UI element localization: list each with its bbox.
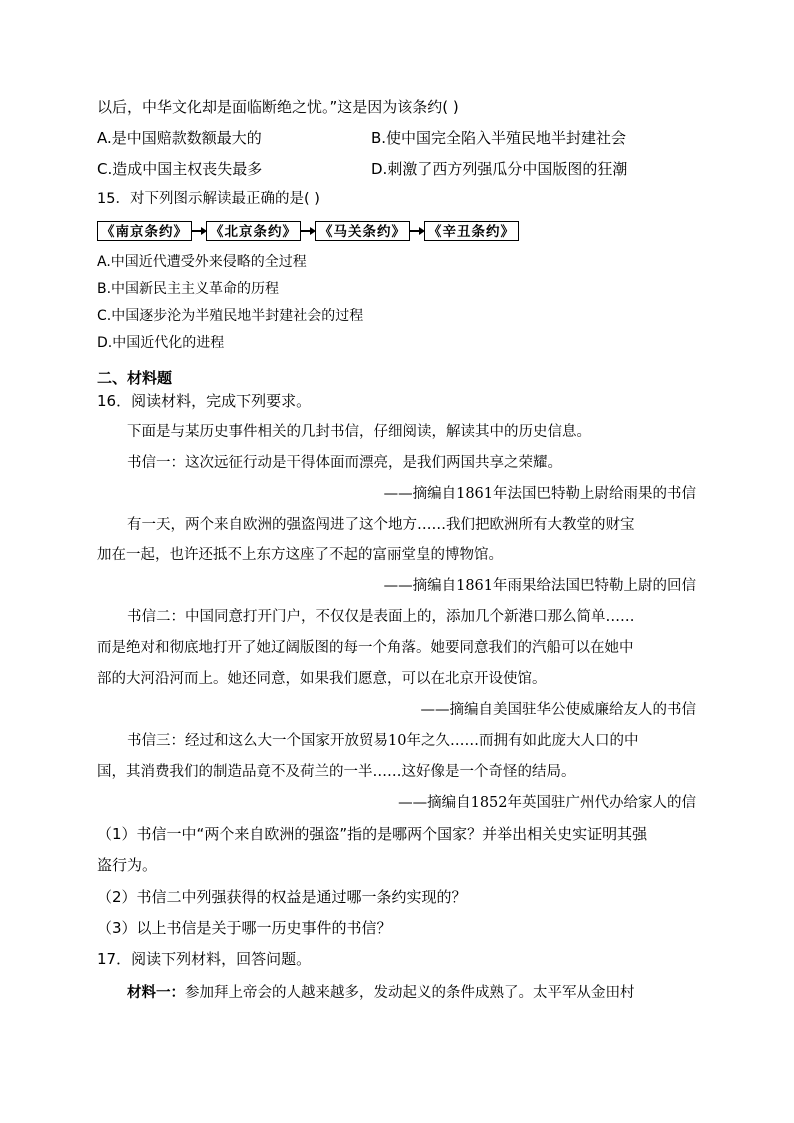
- treaty-box-beijing: 《北京条约》: [206, 221, 301, 241]
- q16-intro: 下面是与某历史事件相关的几封书信，仔细阅读，解读其中的历史信息。: [127, 424, 591, 440]
- treaty-box-xinchou: 《辛丑条约》: [424, 221, 519, 241]
- q14-option-c: C.造成中国主权丧失最多: [97, 160, 263, 178]
- q14-option-d: D.刺激了西方列强瓜分中国版图的狂潮: [371, 160, 628, 178]
- arrow-icon: [301, 221, 315, 241]
- q14-stem-tail: 以后，中华文化却是面临断绝之忧。”这是因为该条约( ): [97, 98, 459, 116]
- arrow-icon: [192, 221, 206, 241]
- treaty-flow-diagram: [97, 219, 519, 243]
- q15-option-b: B.中国新民主主义革命的历程: [97, 281, 280, 297]
- q16-subquestion-1-line2: 盗行为。: [97, 856, 158, 874]
- material-label: 材料一：: [127, 984, 185, 1001]
- q16-source2: ——摘编自1861年雨果给法国巴特勒上尉的回信: [383, 578, 696, 594]
- q16-letter2-line3: 部的大河沿河而上。她还同意，如果我们愿意，可以在北京开设使馆。: [97, 671, 547, 687]
- q16-source3: ——摘编自美国驻华公使威廉给友人的书信: [420, 702, 696, 718]
- q16-source4: ——摘编自1852年英国驻广州代办给家人的信: [398, 795, 696, 811]
- q14-option-b: B.使中国完全陷入半殖民地半封建社会: [371, 129, 627, 147]
- q16-reply-line2: 加在一起，也许还抵不上东方这座了不起的富丽堂皇的博物馆。: [97, 547, 503, 563]
- q15-option-c: C.中国逐步沦为半殖民地半封建社会的过程: [97, 308, 364, 324]
- q16-stem: 16．阅读材料，完成下列要求。: [97, 392, 312, 410]
- treaty-box-nanjing: 《南京条约》: [97, 221, 192, 241]
- q15-option-d: D.中国近代化的进程: [97, 335, 225, 351]
- q17-material1: [127, 983, 635, 1003]
- q16-subquestion-3: （3）以上书信是关于哪一历史事件的书信？: [97, 919, 392, 937]
- q16-letter2-line2: 而是绝对和彻底地打开了她辽阔版图的每一个角落。她要同意我们的汽船可以在她中: [97, 640, 634, 656]
- q16-letter1: 书信一：这次远征行动是干得体面而漂亮，是我们两国共享之荣耀。: [127, 455, 562, 471]
- q16-letter3-line1: 书信三：经过和这么大一个国家开放贸易10年之久……而拥有如此庞大人口的中: [127, 733, 639, 749]
- q16-source1: ——摘编自1861年法国巴特勒上尉给雨果的书信: [383, 486, 696, 502]
- q16-reply-line1: 有一天，两个来自欧洲的强盗闯进了这个地方……我们把欧洲所有大教堂的财宝: [127, 517, 635, 533]
- q16-subquestion-2: （2）书信二中列强获得的权益是通过哪一条约实现的？: [97, 888, 467, 906]
- q14-option-a: A.是中国赔款数额最大的: [97, 129, 262, 147]
- q15-stem: 15．对下列图示解读最正确的是( ): [97, 191, 320, 207]
- treaty-box-maguan: 《马关条约》: [315, 221, 410, 241]
- q16-subquestion-1-line1: （1）书信一中“两个来自欧洲的强盗”指的是哪两个国家？并举出相关史实证明其强: [97, 825, 648, 843]
- q16-letter3-line2: 国，其消费我们的制造品竟不及荷兰的一半……这好像是一个奇怪的结局。: [97, 764, 576, 780]
- arrow-icon: [410, 221, 424, 241]
- q15-option-a: A.中国近代遭受外来侵略的全过程: [97, 254, 307, 270]
- section-title: 二、材料题: [97, 369, 173, 387]
- q16-letter2-line1: 书信二：中国同意打开门户，不仅仅是表面上的，添加几个新港口那么简单……: [127, 609, 635, 625]
- q17-stem: 17．阅读下列材料，回答问题。: [97, 950, 312, 968]
- material-text: 参加拜上帝会的人越来越多，发动起义的条件成熟了。太平军从金田村: [185, 985, 635, 1001]
